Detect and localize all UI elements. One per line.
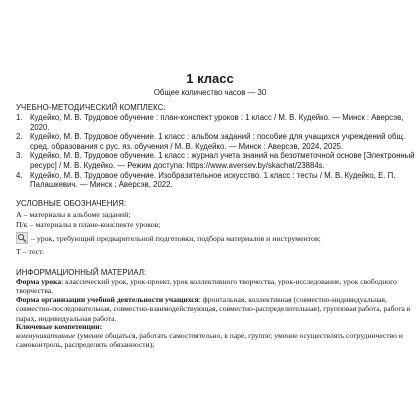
list-item: 1. Кудейко, М. В. Трудовое обучение : план-конспект уроков : 1 класс / М. В. Кудейко. — Минск : Аверсэв, 2020. <box>16 113 404 132</box>
legend-prep-text: – урок, требующий предварительной подготовки, подбора материалов и инструментов; <box>31 234 321 243</box>
activity-organization <box>16 295 420 323</box>
complex-list <box>16 113 420 190</box>
legend-test: Т – тест. <box>16 247 44 256</box>
communicative-text: (умение общаться, работать самостоятельно, в паре, группе; умение осуществлять сотрудничество и самоконтроль, распределять обязанности); <box>16 331 403 350</box>
activity-organization-label: Форма организации учебной деятельности учащихся <box>16 295 199 304</box>
list-item: 3. Кудейко, М. В. Трудовое обучение. 1 класс : журнал учета знаний на безотметочной основе [Электронный ресурс] / М. В. Кудейко. — Режим доступа: https://www.aversev.by/skachat/23884s. <box>16 151 415 170</box>
lesson-form-label: Форма урока <box>16 277 62 286</box>
section-heading-info: ИНФОРМАЦИОННЫЙ МАТЕРИАЛ: <box>16 268 147 277</box>
section-heading-complex: УЧЕБНО-МЕТОДИЧЕСКИЙ КОМПЛЕКС: <box>16 103 166 112</box>
activity-organization-text: : фронтальная, коллективная (совместно-индивидуальная, совместно-последовательная, совместно-взаимодействующая, совместно-распределительная), групповая работа, работа в парах, индивидуальная работа. <box>16 295 411 323</box>
list-item: 4. Кудейко, М. В. Трудовое обучение. Изобразительное искусство. 1 класс : тесты / М. В. Кудейко, Е. П. Палашкевич. — Минск : Аверсэв, 2022. <box>16 170 396 190</box>
communicative-competence <box>16 331 420 350</box>
magnifier-pencil-icon <box>16 232 28 244</box>
key-competences-label: Ключевые компетенции <box>16 322 100 331</box>
communicative-label: коммуникативные <box>16 331 76 340</box>
lesson-form <box>16 277 420 296</box>
key-competences: Ключевые компетенции: <box>16 322 103 331</box>
list-item: 2. Кудейко, М. В. Трудовое обучение. 1 класс : альбом заданий : пособие для учащихся учреждений общ. сред. образования с рус. яз. обучения / М. В. Кудейко. — Минск : Аверсэв, 2024, 2025. <box>16 132 406 151</box>
legend-plan: П/к – материалы в плане-конспекте уроков; <box>16 220 161 229</box>
page-title: 1 класс <box>186 71 234 86</box>
legend-album: А – материалы в альбоме заданий; <box>16 210 131 219</box>
total-hours: Общее количество часов — 30 <box>153 88 267 97</box>
section-heading-symbols: УСЛОВНЫЕ ОБОЗНАЧЕНИЯ: <box>16 199 127 208</box>
lesson-form-text: : классический урок, урок-проект, урок коллективного творчества, урок-исследование, урок свободного творчества. <box>16 277 397 296</box>
legend-prep <box>16 232 416 244</box>
